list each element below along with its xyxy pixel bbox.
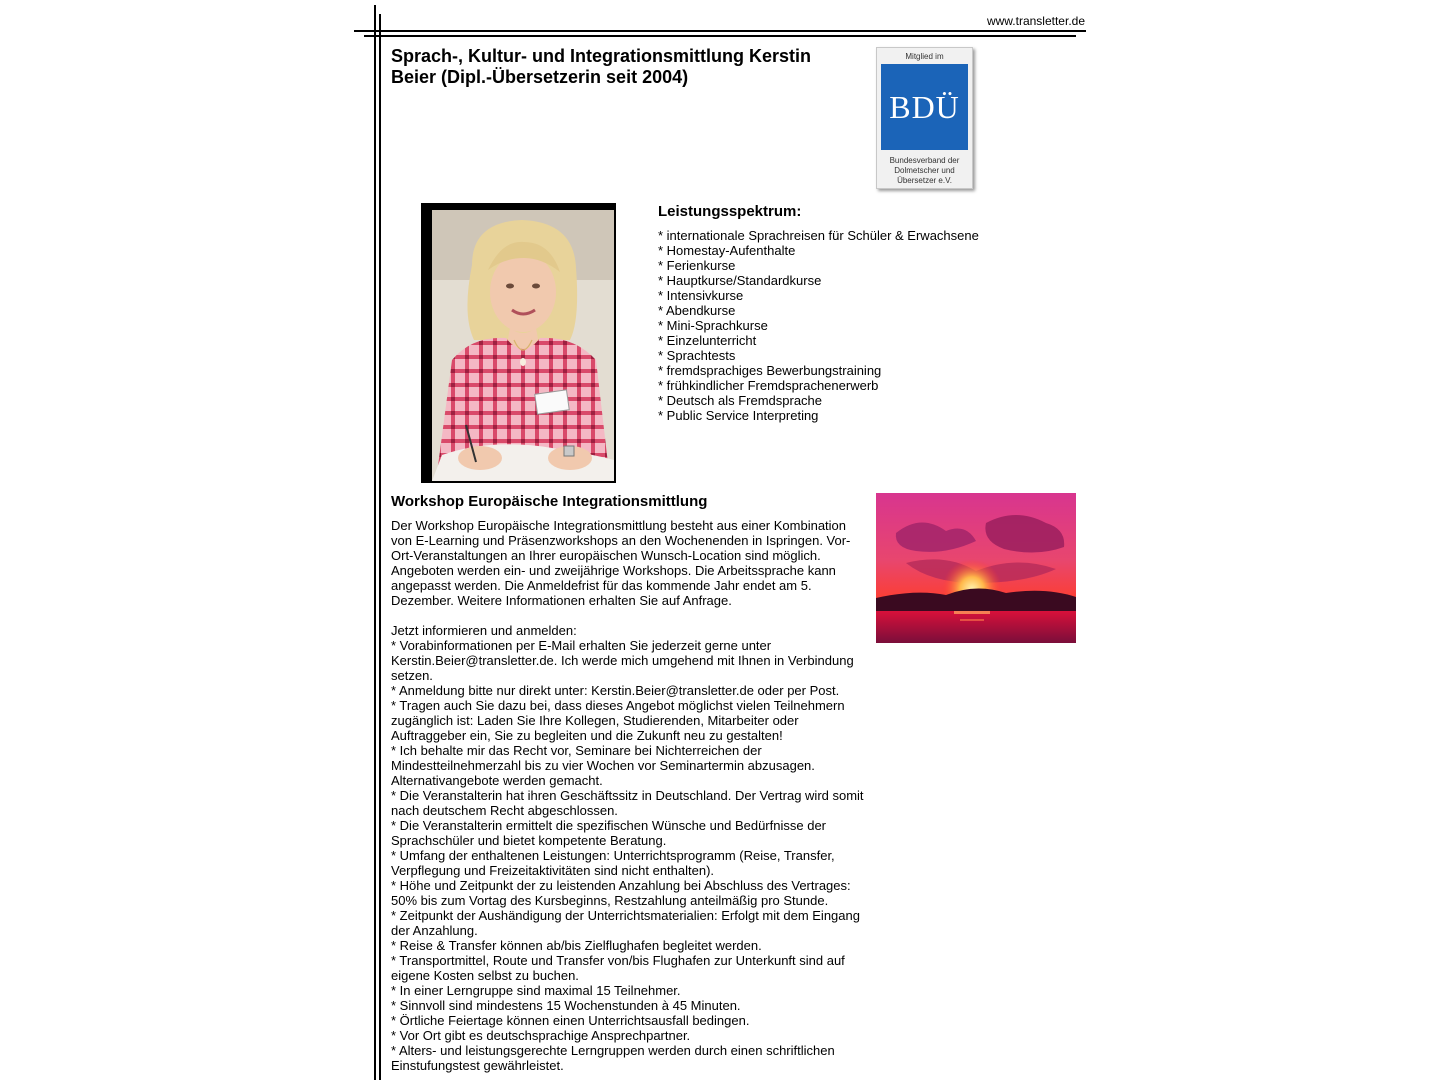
list-item: * fremdsprachiges Bewerbungstraining <box>658 363 882 378</box>
list-item: * Hauptkurse/Standardkurse <box>658 273 822 288</box>
services-section <box>658 203 1018 423</box>
list-item: * Einzelunterricht <box>658 333 757 348</box>
sunset-illustration <box>876 493 1076 643</box>
services-heading: Leistungsspektrum: <box>658 203 802 220</box>
badge-top-text: Mitglied im <box>905 52 944 61</box>
list-item: * Transportmittel, Route und Transfer von/bis Flughafen zur Unterkunft sind auf eigene Kosten selbst zu buchen. <box>391 953 845 983</box>
list-item: * Zeitpunkt der Aushändigung der Unterrichtsmaterialien: Erfolgt mit dem Eingang der Anzahlung. <box>391 908 860 938</box>
workshop-section <box>391 493 867 1073</box>
spacer <box>391 608 867 623</box>
list-item: * Public Service Interpreting <box>658 408 819 423</box>
list-item: * Sprachtests <box>658 348 736 363</box>
sunset-photo <box>876 493 1076 643</box>
page-title: Sprach-, Kultur- und Integrationsmittlung Kerstin Beier (Dipl.-Übersetzerin seit 2004) <box>391 46 811 87</box>
list-item: * Umfang der enthaltenen Leistungen: Unterrichtsprogramm (Reise, Transfer, Verpflegung und Freizeitaktivitäten sind nicht enthalten). <box>391 848 835 878</box>
list-item: * Ferienkurse <box>658 258 736 273</box>
badge-bottom-text: Bundesverband der Dolmetscher und Übersetzer e.V. <box>889 156 960 185</box>
list-item: * Anmeldung bitte nur direkt unter: Kerstin.Beier@transletter.de oder per Post. <box>391 683 840 698</box>
portrait-photo <box>432 210 614 481</box>
portrait-illustration <box>432 210 614 481</box>
list-item: * Sinnvoll sind mindestens 15 Wochenstunden à 45 Minuten. <box>391 998 741 1013</box>
list-item: * Die Veranstalterin hat ihren Geschäftssitz in Deutschland. Der Vertrag wird somit nach deutschem Recht abgeschlossen. <box>391 788 864 818</box>
workshop-intro: Der Workshop Europäische Integrationsmittlung besteht aus einer Kombination von E-Learning und Präsenzworkshops an den Wochenenden in Ispringen. Vor-Ort-Veranstaltungen an Ihrer europäischen Wunsch-Location sind möglich. Angeboten werden ein- und zweijährige Workshops. Die Arbeitssprache kann angepasst werden. Die Anmeldefrist für das kommende Jahr endet am 5. Dezember. Weitere Informationen erhalten Sie auf Anfrage. <box>391 518 851 608</box>
workshop-terms-list <box>391 638 867 1073</box>
list-item: * Die Veranstalterin ermittelt die spezifischen Wünsche und Bedürfnisse der Sprachschüler und bietet kompetente Beratung. <box>391 818 826 848</box>
list-item: * Mini-Sprachkurse <box>658 318 768 333</box>
frame-horizontal-line-inner <box>364 35 1076 37</box>
portrait-photo-frame <box>421 203 616 483</box>
bdu-membership-badge[interactable] <box>876 47 973 189</box>
list-item: * Örtliche Feiertage können einen Unterrichtsausfall bedingen. <box>391 1013 750 1028</box>
list-item: * internationale Sprachreisen für Schüler & Erwachsene <box>658 228 979 243</box>
list-item: * In einer Lerngruppe sind maximal 15 Teilnehmer. <box>391 983 681 998</box>
list-item: * Alters- und leistungsgerechte Lerngruppen werden durch einen schriftlichen Einstufungstest gewährleistet. <box>391 1043 835 1073</box>
list-item: * Tragen auch Sie dazu bei, dass dieses Angebot möglichst vielen Teilnehmern zugänglich ist: Laden Sie Ihre Kollegen, Studierenden, Mitarbeiter oder Auftraggeber ein, Sie zu begleiten und die Zukunft neu zu gestalten! <box>391 698 845 743</box>
frame-horizontal-line-outer <box>354 30 1086 32</box>
frame-vertical-line-outer <box>374 5 376 1080</box>
services-list <box>658 228 1018 423</box>
frame-vertical-line-inner <box>379 14 381 1080</box>
list-item: * frühkindlicher Fremdsprachenerwerb <box>658 378 879 393</box>
bdu-logo <box>881 64 968 150</box>
list-item: * Homestay-Aufenthalte <box>658 243 796 258</box>
list-item: * Deutsch als Fremdsprache <box>658 393 823 408</box>
list-item: * Reise & Transfer können ab/bis Zielflughafen begleitet werden. <box>391 938 762 953</box>
workshop-heading: Workshop Europäische Integrationsmittlung <box>391 493 708 510</box>
list-item: * Vorabinformationen per E-Mail erhalten Sie jederzeit gerne unter Kerstin.Beier@transletter.de. Ich werde mich umgehend mit Ihnen in Verbindung setzen. <box>391 638 854 683</box>
list-item: * Höhe und Zeitpunkt der zu leistenden Anzahlung bei Abschluss des Vertrages: 50% bis zum Vortag des Kursbeginns, Restzahlung anteilmäßig pro Stunde. <box>391 878 851 908</box>
list-item: * Intensivkurse <box>658 288 744 303</box>
workshop-cta: Jetzt informieren und anmelden: <box>391 623 577 638</box>
list-item: * Ich behalte mir das Recht vor, Seminare bei Nichterreichen der Mindestteilnehmerzahl bis zu vier Wochen vor Seminartermin abzusagen. Alternativangebote werden gemacht. <box>391 743 815 788</box>
site-url-link[interactable]: www.transletter.de <box>986 14 1085 28</box>
bdu-logo-text: BDÜ <box>889 88 960 125</box>
list-item: * Vor Ort gibt es deutschsprachige Ansprechpartner. <box>391 1028 691 1043</box>
list-item: * Abendkurse <box>658 303 736 318</box>
